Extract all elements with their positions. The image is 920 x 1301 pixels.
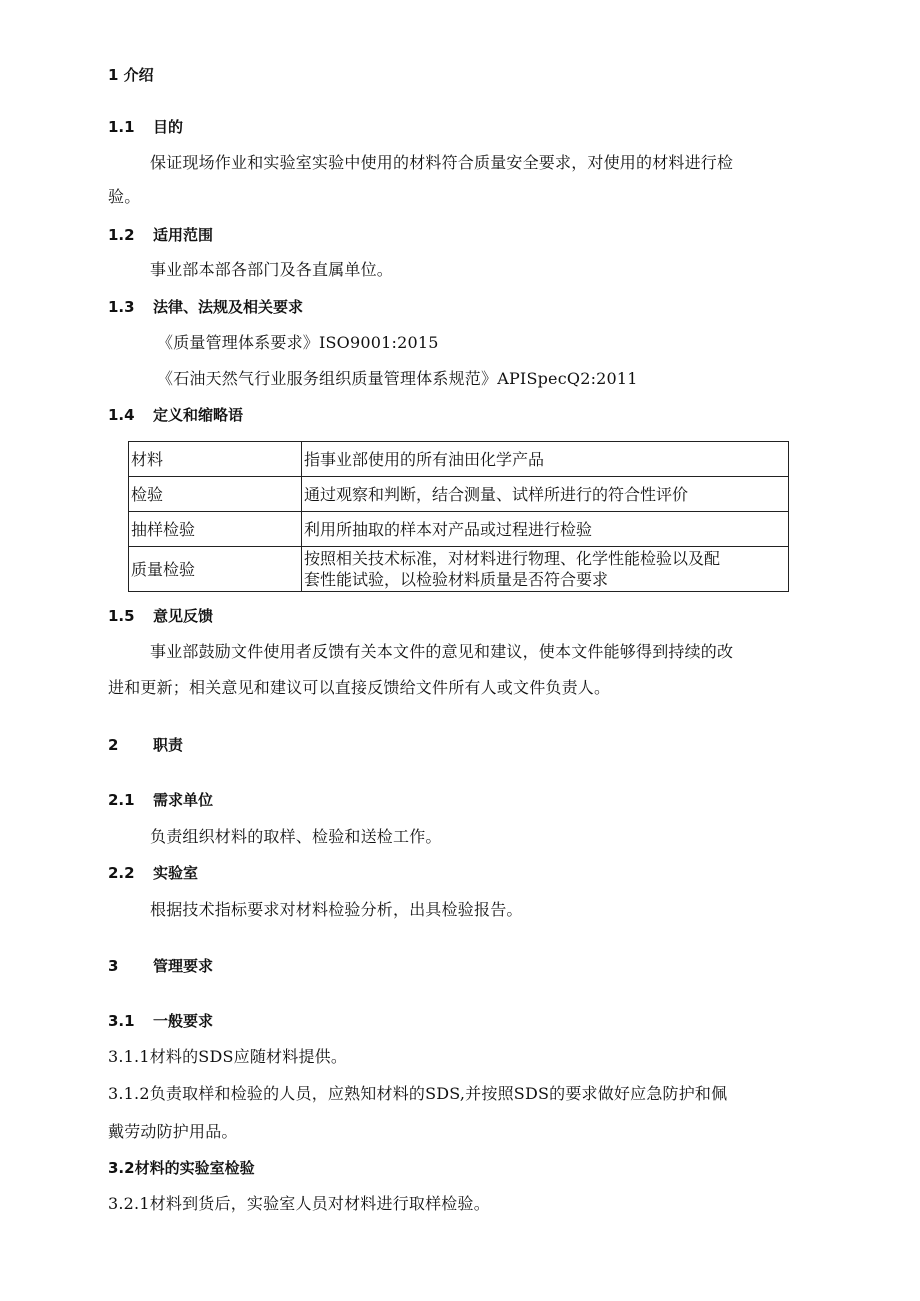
section-1-5-heading bbox=[108, 605, 213, 627]
section-title: 3.2材料的实验室检验 bbox=[108, 1159, 255, 1177]
section-number: 3 bbox=[108, 957, 119, 975]
definition-cell bbox=[302, 547, 789, 592]
section-title: 意见反馈 bbox=[153, 607, 214, 625]
section-title: 定义和缩略语 bbox=[153, 406, 244, 424]
table-row bbox=[129, 442, 789, 477]
paragraph: 3.2.1材料到货后，实验室人员对材料进行取样检验。 bbox=[108, 1194, 490, 1213]
section-number: 1.3 bbox=[108, 298, 135, 316]
reference-item: 《质量管理体系要求》ISO9001:2015 bbox=[157, 333, 439, 352]
section-title: 需求单位 bbox=[153, 791, 214, 809]
section-2-1-heading bbox=[108, 789, 213, 811]
term-cell: 质量检验 bbox=[129, 547, 302, 592]
section-number: 2 bbox=[108, 736, 119, 754]
paragraph: 保证现场作业和实验室实验中使用的材料符合质量安全要求，对使用的材料进行检 bbox=[150, 153, 734, 172]
paragraph: 事业部本部各部门及各直属单位。 bbox=[150, 260, 394, 279]
definition-cell: 指事业部使用的所有油田化学产品 bbox=[302, 442, 789, 477]
paragraph: 事业部鼓励文件使用者反馈有关本文件的意见和建议，使本文件能够得到持续的改 bbox=[150, 642, 734, 661]
definition-line: 套性能试验，以检验材料质量是否符合要求 bbox=[304, 570, 609, 589]
section-title: 适用范围 bbox=[153, 226, 214, 244]
definition-cell: 利用所抽取的样本对产品或过程进行检验 bbox=[302, 512, 789, 547]
section-number: 1.5 bbox=[108, 607, 135, 625]
table-row bbox=[129, 512, 789, 547]
section-number: 3.1 bbox=[108, 1012, 135, 1030]
term-cell: 材料 bbox=[129, 442, 302, 477]
paragraph: 3.1.2负责取样和检验的人员，应熟知材料的SDS,并按照SDS的要求做好应急防护和佩 bbox=[108, 1084, 728, 1103]
section-title: 管理要求 bbox=[153, 957, 214, 975]
section-number: 1.2 bbox=[108, 226, 135, 244]
section-title: 法律、法规及相关要求 bbox=[153, 298, 304, 316]
term-cell: 抽样检验 bbox=[129, 512, 302, 547]
definition-cell: 通过观察和判断，结合测量、试样所进行的符合性评价 bbox=[302, 477, 789, 512]
section-1-3-heading bbox=[108, 296, 303, 318]
paragraph: 负责组织材料的取样、检验和送检工作。 bbox=[150, 827, 442, 846]
paragraph: 根据技术指标要求对材料检验分析，出具检验报告。 bbox=[150, 900, 523, 919]
section-title: 实验室 bbox=[153, 864, 199, 882]
section-1-heading bbox=[108, 64, 154, 86]
section-title: 一般要求 bbox=[153, 1012, 214, 1030]
section-number: 2.1 bbox=[108, 791, 135, 809]
section-number: 1.1 bbox=[108, 118, 135, 136]
section-2-2-heading bbox=[108, 862, 198, 884]
paragraph: 3.1.1材料的SDS应随材料提供。 bbox=[108, 1047, 348, 1066]
table-row bbox=[129, 547, 789, 592]
term-cell: 检验 bbox=[129, 477, 302, 512]
section-2-heading bbox=[108, 734, 183, 756]
section-number: 2.2 bbox=[108, 864, 135, 882]
section-3-heading bbox=[108, 955, 213, 977]
paragraph: 戴劳动防护用品。 bbox=[108, 1122, 238, 1141]
reference-item: 《石油天然气行业服务组织质量管理体系规范》APISpecQ2:2011 bbox=[157, 369, 638, 388]
section-title: 介绍 bbox=[123, 66, 154, 84]
definitions-table bbox=[128, 441, 789, 592]
section-number: 1 bbox=[108, 66, 119, 84]
paragraph: 进和更新；相关意见和建议可以直接反馈给文件所有人或文件负责人。 bbox=[108, 678, 611, 697]
section-1-2-heading bbox=[108, 224, 213, 246]
table-row bbox=[129, 477, 789, 512]
section-title: 职责 bbox=[153, 736, 184, 754]
section-1-4-heading bbox=[108, 404, 243, 426]
section-1-1-heading bbox=[108, 116, 183, 138]
section-number: 1.4 bbox=[108, 406, 135, 424]
paragraph: 验。 bbox=[108, 187, 141, 206]
section-title: 目的 bbox=[153, 118, 184, 136]
section-3-2-heading bbox=[108, 1157, 255, 1179]
definition-line: 按照相关技术标准，对材料进行物理、化学性能检验以及配 bbox=[304, 549, 721, 568]
section-3-1-heading bbox=[108, 1010, 213, 1032]
